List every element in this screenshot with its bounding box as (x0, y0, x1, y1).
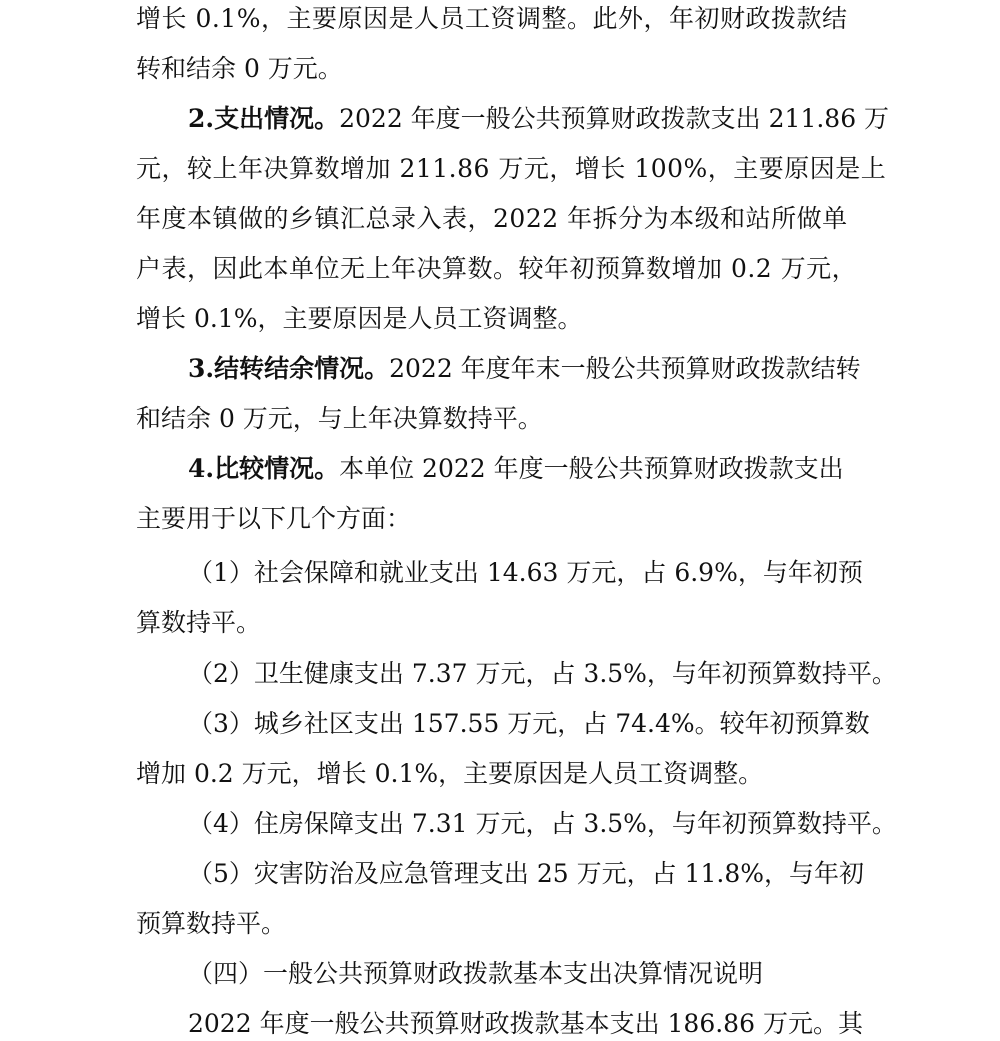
paragraph-heading: 3.结转结余情况。 (188, 354, 390, 383)
list-item: （1）社会保障和就业支出 14.63 万元，占 6.9%，与年初预 (188, 558, 863, 587)
text-line: 主要用于以下几个方面： (136, 504, 412, 533)
text-line: 转和结余 0 万元。 (136, 54, 343, 83)
text-line: 元，较上年决算数增加 211.86 万元，增长 100%，主要原因是上 (136, 154, 887, 183)
text-line: 和结余 0 万元，与上年决算数持平。 (136, 404, 543, 433)
paragraph-heading: 2.支出情况。 (188, 104, 340, 133)
section-heading: （四）一般公共预算财政拨款基本支出决算情况说明 (188, 959, 764, 988)
text-line: 本单位 2022 年度一般公共预算财政拨款支出 (339, 454, 844, 483)
list-item: （4）住房保障支出 7.31 万元，占 3.5%，与年初预算数持平。 (188, 809, 897, 838)
list-item: （2）卫生健康支出 7.37 万元，占 3.5%，与年初预算数持平。 (188, 659, 897, 688)
text-line: 户表，因此本单位无上年决算数。较年初预算数增加 0.2 万元， (136, 254, 858, 283)
text-line: 增长 0.1%，主要原因是人员工资调整。此外，年初财政拨款结 (136, 4, 848, 33)
text-line: 增长 0.1%，主要原因是人员工资调整。 (136, 304, 583, 333)
text-line: 2022 年度一般公共预算财政拨款基本支出 186.86 万元。其 (188, 1009, 863, 1038)
paragraph-expenditure (188, 102, 889, 136)
text-line: 算数持平。 (136, 608, 262, 637)
text-line: 2022 年度一般公共预算财政拨款支出 211.86 万 (339, 104, 890, 133)
list-item: （5）灾害防治及应急管理支出 25 万元，占 11.8%，与年初 (188, 859, 864, 888)
text-line: 2022 年度年末一般公共预算财政拨款结转 (389, 354, 861, 383)
text-line: 预算数持平。 (136, 909, 287, 938)
text-line: 年度本镇做的乡镇汇总录入表，2022 年拆分为本级和站所做单 (136, 204, 848, 233)
text-line: 增加 0.2 万元，增长 0.1%，主要原因是人员工资调整。 (136, 759, 764, 788)
paragraph-comparison (188, 452, 844, 486)
list-item: （3）城乡社区支出 157.55 万元，占 74.4%。较年初预算数 (188, 709, 870, 738)
paragraph-carryover (188, 352, 861, 386)
paragraph-heading: 4.比较情况。 (188, 454, 340, 483)
